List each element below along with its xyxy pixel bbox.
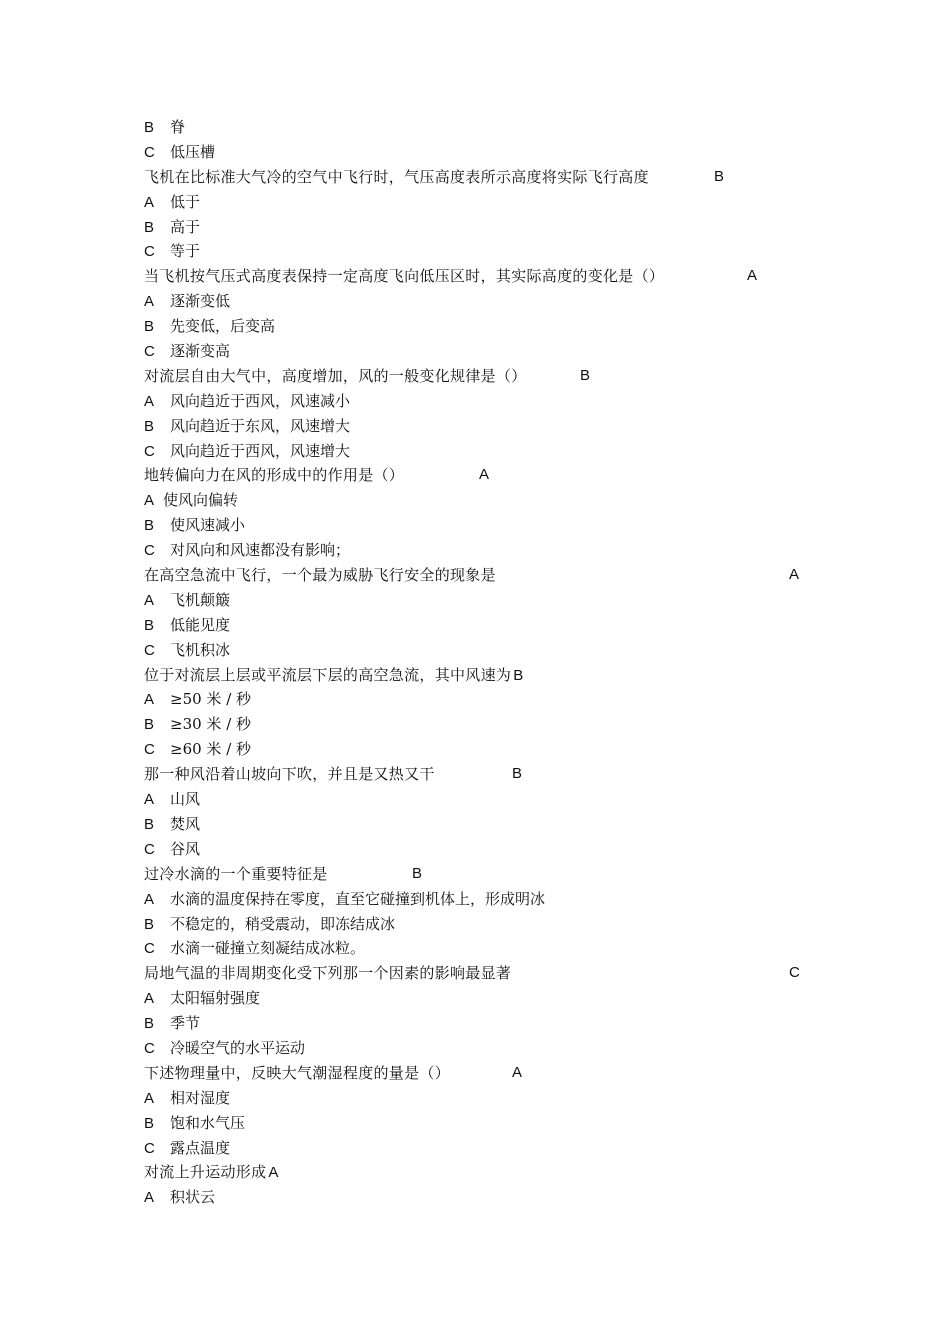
option-letter: C xyxy=(144,940,155,958)
option-text: 水滴的温度保持在零度，直至它碰撞到机体上，形成明冰 xyxy=(170,889,546,908)
option-line xyxy=(144,1136,824,1161)
question-text: 在高空急流中飞行，一个最为威胁飞行安全的现象是 xyxy=(144,566,496,585)
option-letter: B xyxy=(144,815,155,833)
option-text: 使风向偏转 xyxy=(163,491,239,510)
option-letter: C xyxy=(144,840,155,858)
option-line xyxy=(144,613,824,638)
option-line xyxy=(144,812,824,837)
option-letter: C xyxy=(144,542,155,560)
option-text: 露点温度 xyxy=(170,1138,231,1157)
option-line xyxy=(144,712,824,737)
option-line xyxy=(144,439,824,464)
option-line xyxy=(144,1111,824,1136)
option-letter: B xyxy=(144,915,155,933)
option-text: 季节 xyxy=(170,1014,201,1033)
option-letter: B xyxy=(144,417,155,435)
question-line xyxy=(144,1160,824,1185)
option-letter: A xyxy=(144,193,155,211)
option-text: 使风速减小 xyxy=(170,516,246,535)
option-letter: C xyxy=(144,143,155,161)
option-letter: B xyxy=(144,517,155,535)
quiz-content xyxy=(144,115,824,1210)
answer-key: B xyxy=(580,366,591,384)
option-letter: B xyxy=(144,318,155,336)
option-line xyxy=(144,887,824,912)
question-line xyxy=(144,663,824,688)
answer-key: B xyxy=(714,167,725,185)
option-line xyxy=(144,638,824,663)
option-letter: C xyxy=(144,641,155,659)
option-line xyxy=(144,1086,824,1111)
option-letter: C xyxy=(144,343,155,361)
answer-key: A xyxy=(747,267,758,285)
option-line xyxy=(144,239,824,264)
option-letter: C xyxy=(144,243,155,261)
option-line xyxy=(144,289,824,314)
option-text: 山风 xyxy=(170,790,201,809)
option-text: 逐渐变高 xyxy=(170,342,231,361)
option-text: 先变低，后变高 xyxy=(170,317,276,336)
question-line xyxy=(144,264,824,289)
option-text: 冷暖空气的水平运动 xyxy=(170,1038,306,1057)
option-line xyxy=(144,787,824,812)
answer-key: B xyxy=(412,864,423,882)
option-line xyxy=(144,588,824,613)
question-line xyxy=(144,961,824,986)
option-text: 飞机积冰 xyxy=(170,640,231,659)
option-letter: C xyxy=(144,442,155,460)
option-text: 不稳定的，稍受震动，即冻结成冰 xyxy=(170,914,396,933)
answer-key: A xyxy=(479,466,490,484)
option-line xyxy=(144,513,824,538)
question-line xyxy=(144,364,824,389)
option-line xyxy=(144,1011,824,1036)
option-letter: A xyxy=(144,990,155,1008)
option-letter: B xyxy=(144,616,155,634)
question-text: 对流上升运动形成 xyxy=(144,1163,267,1182)
question-text: 地转偏向力在风的形成中的作用是（） xyxy=(144,466,405,485)
option-letter: A xyxy=(144,1089,155,1107)
option-text: 积状云 xyxy=(170,1188,216,1207)
option-text: 风向趋近于西风，风速减小 xyxy=(170,391,351,410)
option-line xyxy=(144,389,824,414)
option-text: 风向趋近于西风，风速增大 xyxy=(170,441,351,460)
answer-key: A xyxy=(268,1164,279,1182)
option-text: 水滴一碰撞立刻凝结成冰粒。 xyxy=(170,939,366,958)
option-text: 脊 xyxy=(170,118,186,136)
option-text: ≥60 米 / 秒 xyxy=(170,740,252,759)
option-text: 逐渐变低 xyxy=(170,292,231,311)
option-text: 谷风 xyxy=(170,839,201,858)
option-letter: A xyxy=(144,591,155,609)
question-text: 那一种风沿着山坡向下吹，并且是又热又干 xyxy=(144,765,435,784)
question-line xyxy=(144,463,824,488)
option-line xyxy=(144,314,824,339)
option-text: ≥50 米 / 秒 xyxy=(170,690,252,709)
question-text: 飞机在比标准大气冷的空气中飞行时，气压高度表所示高度将实际飞行高度 xyxy=(144,167,649,186)
option-text: 饱和水气压 xyxy=(170,1113,246,1132)
option-line xyxy=(144,986,824,1011)
question-text: 局地气温的非周期变化受下列那一个因素的影响最显著 xyxy=(144,964,512,983)
option-line xyxy=(144,1185,824,1210)
option-letter: A xyxy=(144,791,155,809)
answer-key: A xyxy=(512,1063,523,1081)
option-line xyxy=(144,190,824,215)
option-line xyxy=(144,115,824,140)
option-line xyxy=(144,837,824,862)
option-text: 等于 xyxy=(170,242,201,261)
question-line xyxy=(144,762,824,787)
question-text: 下述物理量中，反映大气潮湿程度的量是（） xyxy=(144,1063,451,1082)
option-text: 低于 xyxy=(170,192,201,211)
option-letter: A xyxy=(144,492,155,510)
option-line xyxy=(144,912,824,937)
option-text: 相对湿度 xyxy=(170,1088,231,1107)
option-letter: A xyxy=(144,392,155,410)
option-line xyxy=(144,339,824,364)
option-text: 低压槽 xyxy=(170,142,216,161)
option-text: 对风向和风速都没有影响； xyxy=(170,541,351,560)
option-letter: B xyxy=(144,1015,155,1033)
option-letter: C xyxy=(144,741,155,759)
option-letter: B xyxy=(144,119,155,136)
option-text: 焚风 xyxy=(170,814,201,833)
option-text: 飞机颠簸 xyxy=(170,590,231,609)
question-text: 对流层自由大气中，高度增加，风的一般变化规律是（） xyxy=(144,366,527,385)
option-letter: A xyxy=(144,890,155,908)
question-line xyxy=(144,862,824,887)
option-letter: B xyxy=(144,716,155,734)
question-line xyxy=(144,1061,824,1086)
option-text: 风向趋近于东风，风速增大 xyxy=(170,416,351,435)
option-line xyxy=(144,687,824,712)
option-text: 太阳辐射强度 xyxy=(170,989,261,1008)
answer-key: C xyxy=(789,964,800,982)
option-letter: A xyxy=(144,293,155,311)
option-line xyxy=(144,414,824,439)
question-line xyxy=(144,165,824,190)
option-letter: C xyxy=(144,1139,155,1157)
option-letter: A xyxy=(144,691,155,709)
option-line xyxy=(144,140,824,165)
answer-key: A xyxy=(789,566,800,584)
option-line xyxy=(144,215,824,240)
question-text: 过冷水滴的一个重要特征是 xyxy=(144,864,328,883)
option-text: ≥30 米 / 秒 xyxy=(170,715,252,734)
option-line xyxy=(144,538,824,563)
answer-key: B xyxy=(512,765,523,783)
option-letter: A xyxy=(144,1189,155,1207)
option-text: 高于 xyxy=(170,217,201,236)
option-letter: B xyxy=(144,218,155,236)
question-line xyxy=(144,563,824,588)
option-text: 低能见度 xyxy=(170,615,231,634)
question-text: 位于对流层上层或平流层下层的高空急流，其中风速为 xyxy=(144,665,512,684)
answer-key: B xyxy=(513,666,524,684)
option-letter: B xyxy=(144,1114,155,1132)
option-line xyxy=(144,936,824,961)
option-line xyxy=(144,737,824,762)
question-text: 当飞机按气压式高度表保持一定高度飞向低压区时，其实际高度的变化是（） xyxy=(144,267,665,286)
option-line xyxy=(144,1036,824,1061)
option-letter: C xyxy=(144,1039,155,1057)
option-line xyxy=(144,488,824,513)
